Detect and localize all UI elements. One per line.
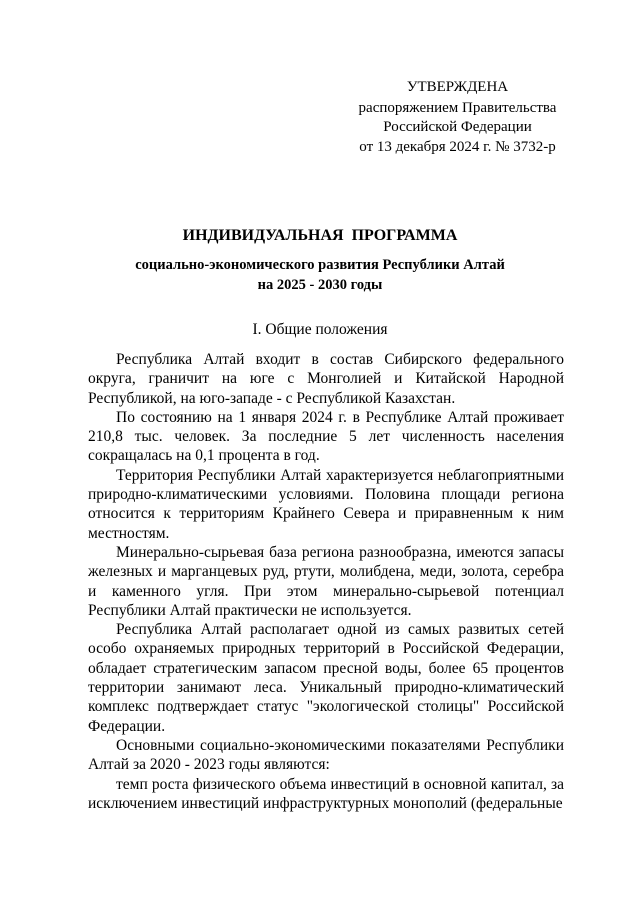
approval-line-1: распоряжением Правительства (358, 99, 557, 116)
document-body (88, 350, 564, 813)
approval-stamp (340, 78, 575, 157)
paragraph: Республика Алтай располагает одной из самых развитых сетей особо охраняемых природных территорий в Российской Федерации, обладает стратегическим запасом пресной воды, более 65 процентов территории занимают леса. Уникальный природно-климатический комплекс подтверждает статус "экологической столицы" Российской Федерации. (88, 621, 564, 735)
section-heading: I. Общие положения (252, 321, 388, 338)
title-subtitle-line-1: социально-экономического развития Республики Алтай (135, 257, 505, 273)
title-subtitle-line-2: на 2025 - 2030 годы (257, 277, 383, 293)
paragraph: Территория Республики Алтай характеризуется неблагоприятными природно-климатическими условиями. Половина площади региона относится к территориям Крайнего Севера и приравненным к ним местностям. (88, 466, 564, 542)
approval-line-2: Российской Федерации (383, 119, 532, 135)
approval-heading: УТВЕРЖДЕНА (406, 79, 509, 95)
paragraph: Основными социально-экономическими показателями Республики Алтай за 2020 - 2023 годы являются: (88, 736, 564, 774)
paragraph: темп роста физического объема инвестиций в основной капитал, за исключением инвестиций инфраструктурных монополий (федеральные (88, 775, 564, 812)
title-subtitle (80, 255, 560, 295)
paragraph: Минерально-сырьевая база региона разнообразна, имеются запасы железных и марганцевых руд, ртути, молибдена, меди, золота, серебра и каменного угля. При этом минерально-сырьевой потенциал Республики Алтай практически не используется. (88, 543, 564, 619)
document-title (80, 226, 560, 295)
paragraph: Республика Алтай входит в состав Сибирского федерального округа, граничит на юге с Монголией и Китайской Народной Республикой, на юго-западе - с Республикой Казахстан. (88, 351, 564, 407)
title-main: ИНДИВИДУАЛЬНАЯ ПРОГРАММА (182, 227, 458, 244)
approval-line-3: от 13 декабря 2024 г. № 3732-р (359, 138, 556, 155)
paragraph: По состоянию на 1 января 2024 г. в Республике Алтай проживает 210,8 тыс. человек. За последние 5 лет численность населения сокращалась на 0,1 процента в год. (88, 408, 564, 465)
